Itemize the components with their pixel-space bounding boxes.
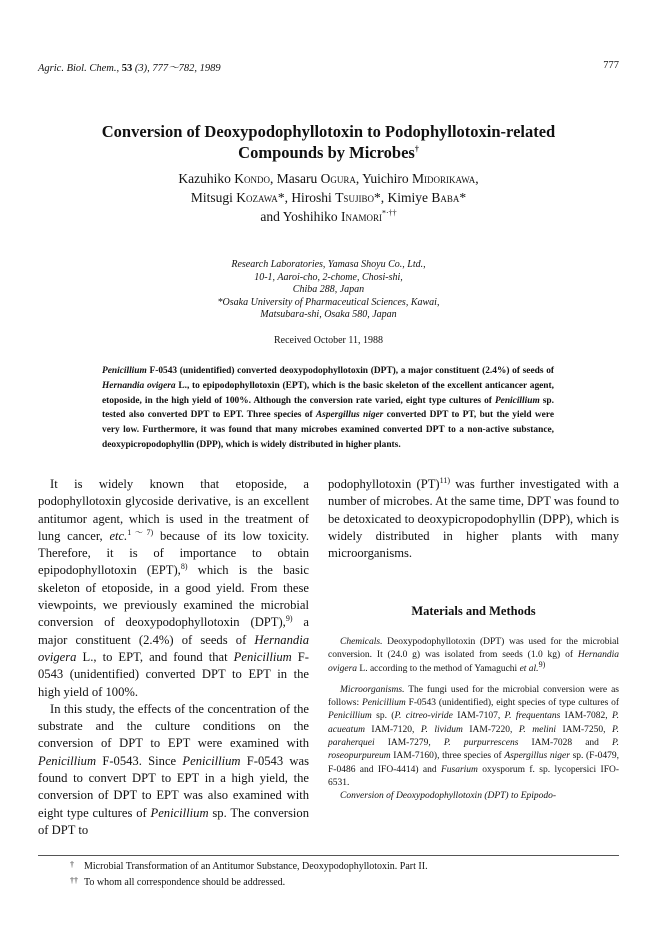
footnote-divider bbox=[38, 855, 619, 856]
title-line-2: Compounds by Microbes bbox=[238, 143, 415, 162]
affiliation-line: Research Laboratories, Yamasa Shoyu Co., Ltd., bbox=[231, 259, 426, 270]
footnote-1-text: Microbial Transformation of an Antitumor Substance, Deoxypodophyllotoxin. Part II. bbox=[84, 861, 428, 872]
author-6: Kimiye Baba* bbox=[387, 190, 467, 205]
intro-right-column bbox=[328, 476, 619, 562]
author-3: Yuichiro Midorikawa bbox=[362, 171, 476, 186]
footnote-2-mark: †† bbox=[70, 876, 78, 885]
abstract: Penicillium F-0543 (unidentified) converted deoxypodophyllotoxin (DPT), a major constituent (2.4%) of seeds of Hernandia ovigera L., to epipodophyllotoxin (EPT), which is the basic skeleton of the excellent anticancer agent, etoposide, in the high yield of 100%. Although the conversion rate varied, eight type cultures of Penicillium sp. tested also converted DPT to EPT. Three species of Aspergillus niger converted DPT to PT, but the yield were very low. Furthermore, it was found that many microbes examined converted DPT to a non-active substance, deoxypicropodophyllin (DPP), which is widely distributed in higher plants. bbox=[102, 366, 554, 450]
footnote-2-text: To whom all correspondence should be addressed. bbox=[84, 877, 286, 888]
author-7: Yoshihiko Inamori*·†† bbox=[282, 208, 397, 224]
author-list: Kazuhiko Kondo, Masaru Ogura, Yuichiro Midorikawa, Mitsugi Kozawa*, Hiroshi Tsujibo*, Kimiye Baba* and Yoshihiko Inamori*·†† bbox=[178, 171, 479, 224]
page-number: 777 bbox=[603, 60, 619, 71]
title-footnote-mark: † bbox=[414, 144, 419, 154]
affiliation-line: 10-1, Aaroi-cho, 2-chome, Chosi-shi, bbox=[254, 271, 403, 283]
microorganisms-paragraph: Microorganisms. The fungi used for the microbial conversion were as follows: Penicillium F-0543 (unidentified), eight species of type cultures of Penicillium sp. (P. citreo-viride IAM-7107, P. frequentans IAM-7082, P. acueatum IAM-7120, P. lividum IAM-7220, P. melini IAM-7250, P. paraherquei IAM-7279, P. purpurrescens IAM-7028 and P. roseopurpureum IAM-7160), three species of Aspergillus niger sp. (F-0479, F-0486 and IFO-4414) and Fusarium oxysporum f. sp. lycopersici IFO-6531. bbox=[328, 684, 620, 788]
methods-text bbox=[328, 636, 619, 812]
chemicals-paragraph: Chemicals. Deoxypodophyllotoxin (DPT) was used for the microbial conversion. It (24.0 g) was isolated from seeds (1.0 kg) of Hernandia ovigera L. according to the method of Yamaguchi et al.$^{9)}$ bbox=[328, 637, 619, 674]
received-date: Received October 11, 1988 bbox=[273, 335, 384, 346]
footnotes bbox=[70, 858, 610, 890]
footnote-1-mark: † bbox=[70, 860, 74, 869]
title-line-1: Conversion of Deoxypodophyllotoxin to Podophyllotoxin-related bbox=[101, 122, 556, 141]
affiliations bbox=[60, 259, 597, 322]
conversion-paragraph-start: Conversion of Deoxypodophyllotoxin (DPT) to Epipodo- bbox=[340, 791, 557, 802]
footnote-2 bbox=[70, 874, 610, 890]
author-1: Kazuhiko Kondo bbox=[178, 171, 270, 186]
intro-paragraph-1: It is widely known that etoposide, a podophyllotoxin glycoside derivative, is an excellent antitumor agent, which is used in the treatment of lung cancer, etc.$^{1\sim 7)}$ because of its low toxicity. Therefore, it is of importance to obtain epipodophyllotoxin (EPT),$^{8)}$ which is the basic skeleton of etoposide, in a good yield. From these viewpoints, we previously examined the microbial conversion of deoxypodophyllotoxin (DPT),$^{9)}$ a major constituent (2.4%) of seeds of Hernandia ovigera L., to EPT, and found that Penicillium F-0543 (unidentified) converted DPT to EPT in the high yield of 100%. bbox=[38, 477, 309, 699]
author-2: Masaru Ogura bbox=[276, 171, 356, 186]
intro-paragraph-2: In this study, the effects of the concentration of the substrate and the culture conditions on the conversion of DPT to EPT were examined with Penicillium F-0543. Since Penicillium F-0543 was found to convert DPT to EPT in a high yield, the conversion of DPT to EPT was also examined with eight type cultures of Penicillium sp. The conversion of DPT to bbox=[38, 701, 309, 837]
intro-left-column bbox=[38, 476, 309, 839]
footnote-1 bbox=[70, 858, 610, 874]
journal-volume: 53 bbox=[121, 63, 133, 74]
author-4: Mitsugi Kozawa* bbox=[190, 190, 285, 205]
affiliation-line: Matsubara-shi, Osaka 580, Japan bbox=[260, 309, 397, 320]
journal-name: Agric. Biol. Chem., bbox=[38, 63, 120, 74]
author-5: Hiroshi Tsujibo* bbox=[291, 190, 381, 205]
affiliation-line: Chiba 288, Japan bbox=[292, 284, 365, 295]
author-conjunction: and bbox=[260, 209, 283, 224]
section-heading-methods: Materials and Methods bbox=[411, 604, 536, 618]
journal-reference bbox=[38, 60, 221, 75]
paper-title bbox=[60, 121, 597, 163]
intro-paragraph-continued: podophyllotoxin (PT)$^{11)}$ was further investigated with a number of microbes. At the same time, DPT was found to be detoxicated to deoxypicropodophyllin (DPP), which is widely distributed in higher plants with many microorganisms. bbox=[328, 475, 619, 561]
affiliation-line: *Osaka University of Pharmaceutical Sciences, Kawai, bbox=[217, 296, 440, 308]
journal-issue-pages: (3), 777～782, 1989 bbox=[134, 63, 221, 74]
